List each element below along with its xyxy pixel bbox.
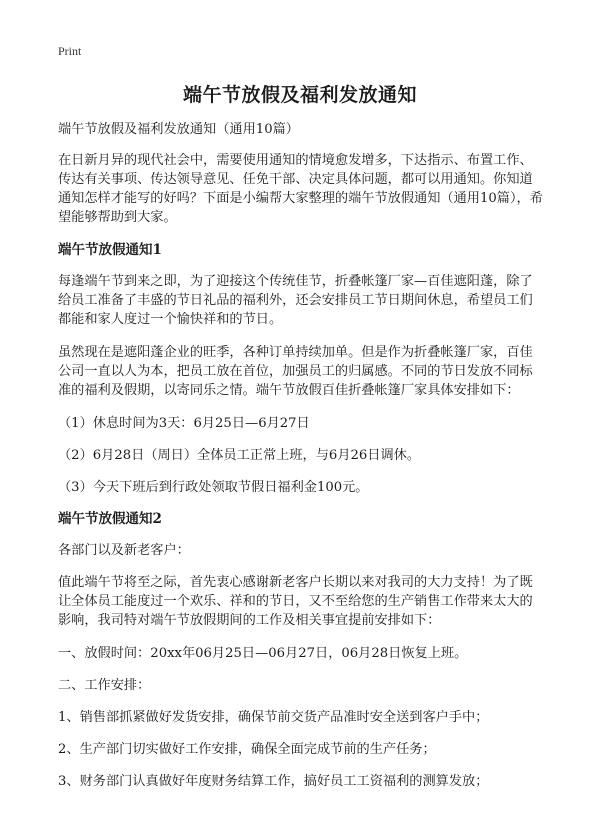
document-body: [58, 120, 544, 804]
intro-paragraph: 在日新月异的现代社会中，需要使用通知的情境愈发增多，下达指示、布置工作、传达有关事项、传达领导意见、任免干部、决定具体问题，都可以用通知。你知道通知怎样才能写的好吗？下面是小编帮大家整理的端午节放假通知（通用10篇），希望能够帮助到大家。: [58, 153, 543, 225]
section2-item-5: 3、财务部门认真做好年度财务结算工作，搞好员工工资福利的测算发放；: [58, 774, 489, 789]
document-subtitle: 端午节放假及福利发放通知（通用10篇）: [58, 122, 299, 137]
section2-item-4: 2、生产部门切实做好工作安排，确保全面完成节前的生产任务；: [58, 742, 436, 757]
section1-paragraph-2: 虽然现在是遮阳蓬企业的旺季，各种订单持续加单。但是作为折叠帐篷厂家，百佳公司一直以人为本，把员工放在首位，加强员工的归属感。不同的节日发放不同标准的福利及假期，以寄同乐之情。端午节放假百佳折叠帐篷厂家具体安排如下：: [58, 345, 533, 398]
section2-item-3: 1、销售部抓紧做好发货安排，确保节前交货产品准时安全送到客户手中；: [58, 710, 489, 725]
section1-item-3: （3）今天下班后到行政处领取节假日福利金100元。: [58, 480, 369, 495]
section1-item-1: （1）休息时间为3天：6月25日—6月27日: [58, 416, 310, 431]
print-link[interactable]: Print: [58, 44, 82, 58]
section1-heading: 端午节放假通知1: [58, 242, 162, 258]
section1-item-2: （2）6月28日（周日）全体员工正常上班，与6月26日调休。: [58, 448, 421, 463]
section2-greeting: 各部门以及新老客户：: [58, 543, 190, 558]
section2-item-1: 一、放假时间：20xx年06月25日—06月27日，06月28日恢复上班。: [58, 646, 468, 661]
page-title: 端午节放假及福利发放通知: [182, 84, 417, 106]
section2-heading: 端午节放假通知2: [58, 511, 162, 527]
section1-paragraph-1: 每逢端午节到来之即，为了迎接这个传统佳节，折叠帐篷厂家—百佳遮阳蓬，除了给员工准备了丰盛的节日礼品的福利外，还会安排员工节日期间休息，希望员工们都能和家人度过一个愉快祥和的节日。: [58, 274, 533, 327]
section2-item-2: 二、工作安排：: [58, 678, 151, 693]
section2-paragraph-1: 值此端午节将至之际，首先衷心感谢新老客户长期以来对我司的大力支持！为了既让全体员工能度过一个欢乐、祥和的节日，又不至给您的生产销售工作带来太大的影响，我司特对端午节放假期间的工作及相关事宜提前安排如下：: [58, 575, 533, 628]
